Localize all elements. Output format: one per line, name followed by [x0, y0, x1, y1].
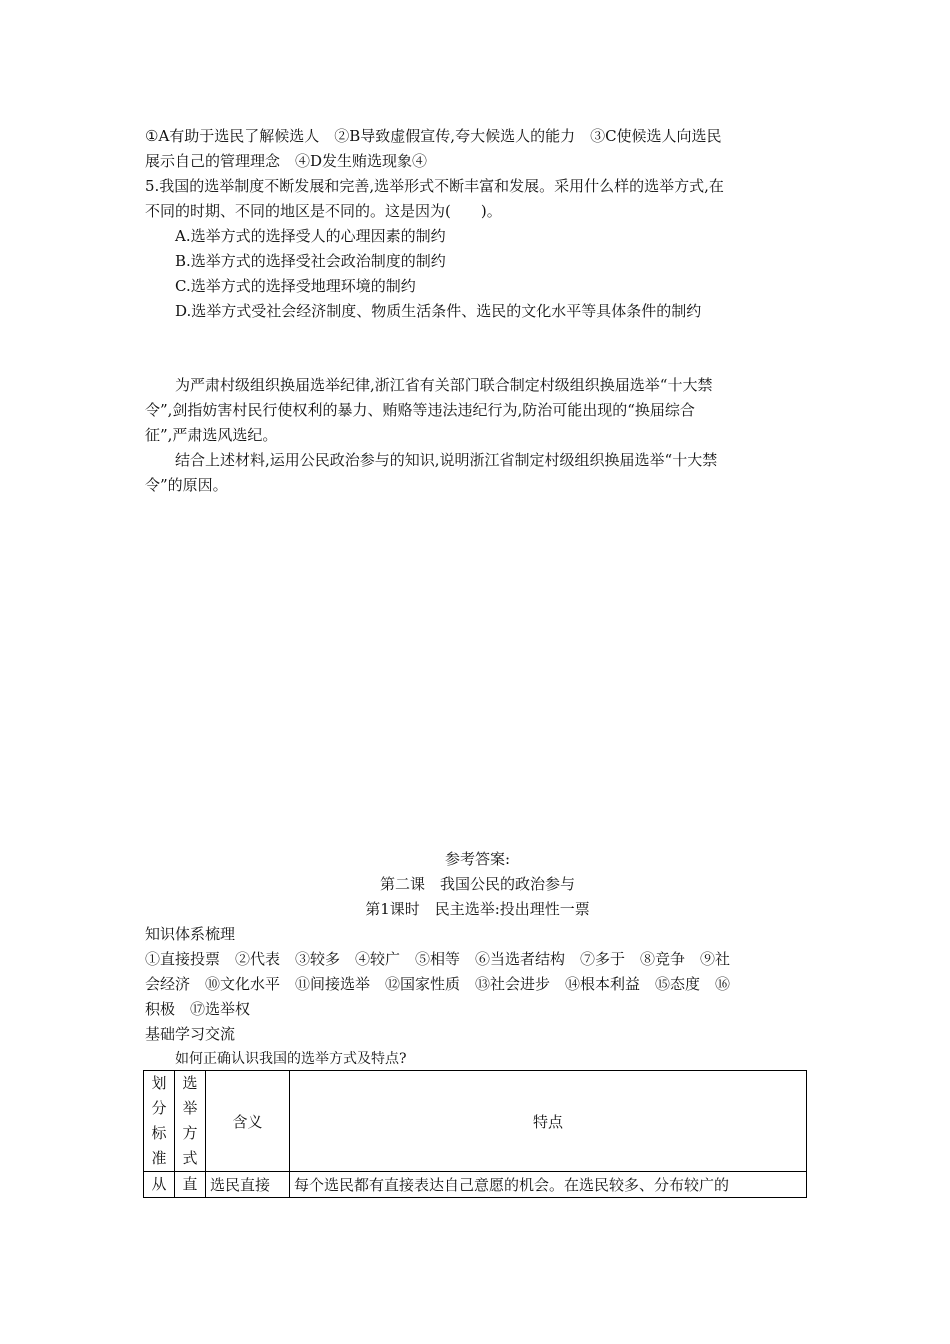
table-cell: 选民直接: [206, 1172, 290, 1198]
table-cell: 每个选民都有直接表达自己意愿的机会。在选民较多、分布较广的: [290, 1172, 807, 1198]
answers-heading: 参考答案:: [444, 850, 511, 868]
section-title: 第1课时 民主选举:投出理性一票: [365, 900, 590, 918]
q5-stem: 5.我国的选举制度不断发展和完善,选举形式不断丰富和发展。采用什么样的选举方式,在: [145, 177, 724, 195]
q4-options-line: ①A有助于选民了解候选人 ②B导致虚假宣传,夸大候选人的能力 ③C使候选人向选民: [145, 127, 722, 145]
question-5: [145, 174, 810, 324]
header-classification: 划 分 标 准: [144, 1071, 175, 1172]
table-cell: 从: [144, 1172, 175, 1198]
knowledge-answers: 积极 ⑰选举权: [145, 1000, 251, 1018]
header-meaning: 含义: [206, 1071, 290, 1172]
material-text: 征”,严肃选风选纪。: [145, 426, 278, 444]
q5-option-d: D.选举方式受社会经济制度、物质生活条件、选民的文化水平等具体条件的制约: [175, 302, 702, 320]
material-text: 为严肃村级组织换届选举纪律,浙江省有关部门联合制定村级组织换届选举“十大禁: [175, 376, 713, 394]
material-question-text: 令”的原因。: [145, 476, 228, 494]
q5-stem: 不同的时期、不同的地区是不同的。这是因为( )。: [145, 202, 502, 220]
basic-title: 基础学习交流: [145, 1025, 236, 1043]
answers-section: [145, 847, 810, 1072]
knowledge-title: 知识体系梳理: [145, 925, 236, 943]
knowledge-answers: 会经济 ⑩文化水平 ⑪间接选举 ⑫国家性质 ⑬社会进步 ⑭根本利益 ⑮态度 ⑯: [145, 975, 731, 993]
header-method: 选 举 方 式: [175, 1071, 206, 1172]
table-cell: 直: [175, 1172, 206, 1198]
table-row: [144, 1172, 807, 1198]
lesson-title: 第二课 我国公民的政治参与: [379, 875, 575, 893]
material-text: 令”,剑指妨害村民行使权利的暴力、贿赂等违法违纪行为,防治可能出现的“换届综合: [145, 401, 695, 419]
q5-option-c: C.选举方式的选择受地理环境的制约: [175, 277, 416, 295]
q5-option-b: B.选举方式的选择受社会政治制度的制约: [175, 252, 446, 270]
knowledge-answers: ①直接投票 ②代表 ③较多 ④较广 ⑤相等 ⑥当选者结构 ⑦多于 ⑧竞争 ⑨社: [145, 950, 731, 968]
material-question: [145, 373, 810, 498]
question-4-options: [145, 124, 810, 174]
q5-option-a: A.选举方式的选择受人的心理因素的制约: [175, 227, 446, 245]
q4-options-line: 展示自己的管理理念 ④D发生贿选现象④: [145, 152, 428, 170]
election-methods-table: [143, 1070, 807, 1198]
table-header-row: [144, 1071, 807, 1172]
header-features: 特点: [290, 1071, 807, 1172]
table-question: 如何正确认识我国的选举方式及特点?: [175, 1051, 407, 1067]
material-question-text: 结合上述材料,运用公民政治参与的知识,说明浙江省制定村级组织换届选举“十大禁: [175, 451, 718, 469]
